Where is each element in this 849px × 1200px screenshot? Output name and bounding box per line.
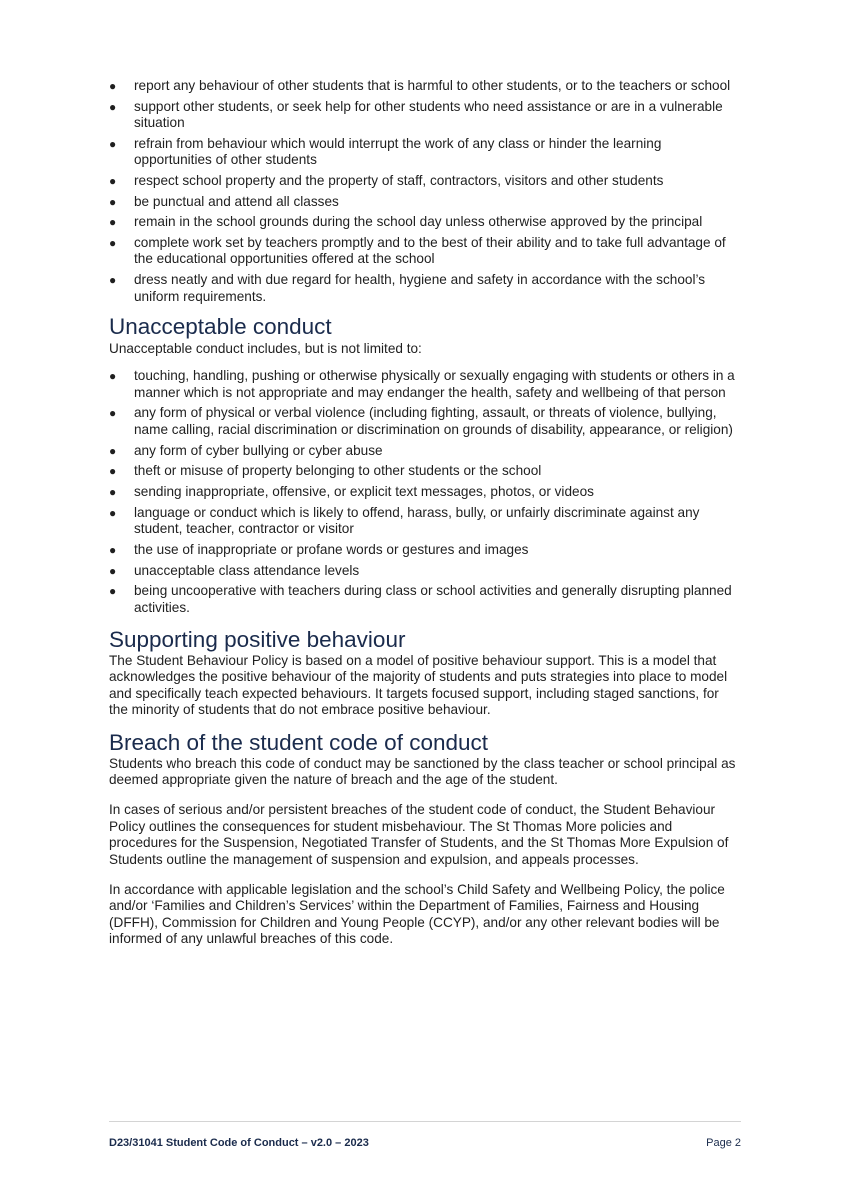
unacceptable-conduct-intro: Unacceptable conduct includes, but is not limited to:: [109, 340, 422, 356]
list-item: ● dress neatly and with due regard for health, hygiene and safety in accordance with the school’s uniform requirements.: [109, 272, 706, 304]
bullet-icon: ●: [109, 99, 117, 114]
unacceptable-conduct-list: [109, 368, 741, 616]
supporting-positive-behaviour-heading: Supporting positive behaviour: [109, 627, 406, 653]
footer-doc-reference: D23/31041 Student Code of Conduct – v2.0 – 2023: [109, 1137, 369, 1149]
list-item: ● sending inappropriate, offensive, or explicit text messages, photos, or videos: [109, 483, 594, 499]
bullet-icon: ●: [109, 79, 117, 93]
bullet-icon: ●: [109, 194, 117, 209]
list-item: ● remain in the school grounds during the school day unless otherwise approved by the principal: [109, 214, 703, 230]
list-item: ● be punctual and attend all classes: [109, 193, 339, 209]
bullet-icon: ●: [109, 173, 117, 188]
list-item: ● the use of inappropriate or profane words or gestures and images: [109, 541, 529, 557]
breach-paragraph-3: In accordance with applicable legislation and the school’s Child Safety and Wellbeing Policy, the police and/or ‘Families and Children’s Services’ within the Department of Families, Fairness and Housing (DFFH), Commission for Children and Young People (CCYP), and/or any other relevant bodies will be informed of any unlawful breaches of this code.: [109, 882, 725, 947]
bullet-icon: ●: [109, 464, 117, 479]
footer-divider: [109, 1121, 741, 1122]
bullet-icon: ●: [109, 236, 117, 251]
list-item: ● any form of cyber bullying or cyber abuse: [109, 442, 383, 458]
bullet-icon: ●: [109, 563, 117, 578]
breach-heading: Breach of the student code of conduct: [109, 729, 489, 755]
breach-paragraph-2: In cases of serious and/or persistent breaches of the student code of conduct, the Student Behaviour Policy outlines the consequences for student misbehaviour. The St Thomas More policies and procedures for the Suspension, Negotiated Transfer of Students, and the St Thomas More Expulsion of Students outline the management of suspension and expulsion, and appeals processes.: [109, 802, 729, 867]
expected-behaviour-list: [109, 78, 741, 305]
unacceptable-conduct-heading: Unacceptable conduct: [109, 313, 332, 339]
bullet-icon: ●: [109, 369, 117, 384]
list-item: ● respect school property and the property of staff, contractors, visitors and other students: [109, 172, 664, 188]
supporting-positive-behaviour-body: The Student Behaviour Policy is based on a model of positive behaviour support. This is a model that acknowledges the positive behaviour of the majority of students and puts strategies into place to model and specifically teach expected behaviours. It targets focused support, including staged sanctions, for the minority of students that do not embrace positive behaviour.: [109, 653, 728, 718]
bullet-icon: ●: [109, 136, 117, 151]
list-item: ● theft or misuse of property belonging to other students or the school: [109, 463, 542, 479]
bullet-icon: ●: [109, 505, 117, 520]
list-item: ● complete work set by teachers promptly and to the best of their ability and to take full advantage of the educational opportunities offered at the school: [109, 235, 726, 267]
document-page: [109, 78, 741, 948]
bullet-icon: ●: [109, 273, 117, 288]
breach-paragraph-1: Students who breach this code of conduct may be sanctioned by the class teacher or school principal as deemed appropriate given the nature of breach and the age of the student.: [109, 755, 736, 788]
page-footer: [109, 1136, 741, 1150]
bullet-icon: ●: [109, 484, 117, 499]
list-item: ● any form of physical or verbal violence (including fighting, assault, or threats of violence, bullying, name calling, racial discrimination or discrimination on grounds of disability, appearance, or religion): [109, 405, 733, 437]
bullet-icon: ●: [109, 215, 117, 230]
footer-page-number: Page 2: [706, 1137, 741, 1149]
list-item: ● touching, handling, pushing or otherwise physically or sexually engaging with students or others in a manner which is not appropriate and may endanger the health, safety and wellbeing of that person: [109, 368, 735, 400]
list-item: ● support other students, or seek help for other students who need assistance or are in a vulnerable situation: [109, 98, 723, 131]
list-item: ● unacceptable class attendance levels: [109, 562, 360, 578]
bullet-icon: ●: [109, 406, 117, 421]
bullet-icon: ●: [109, 443, 117, 458]
list-item: ● being uncooperative with teachers during class or school activities and generally disrupting planned activities.: [109, 583, 732, 615]
list-item: ● report any behaviour of other students that is harmful to other students, or to the teachers or school: [109, 78, 731, 93]
bullet-icon: ●: [109, 584, 117, 599]
list-item: ● refrain from behaviour which would interrupt the work of any class or hinder the learning opportunities of other students: [109, 135, 662, 168]
bullet-icon: ●: [109, 542, 117, 557]
list-item: ● language or conduct which is likely to offend, harass, bully, or unfairly discriminate against any student, teacher, contractor or visitor: [109, 504, 700, 537]
